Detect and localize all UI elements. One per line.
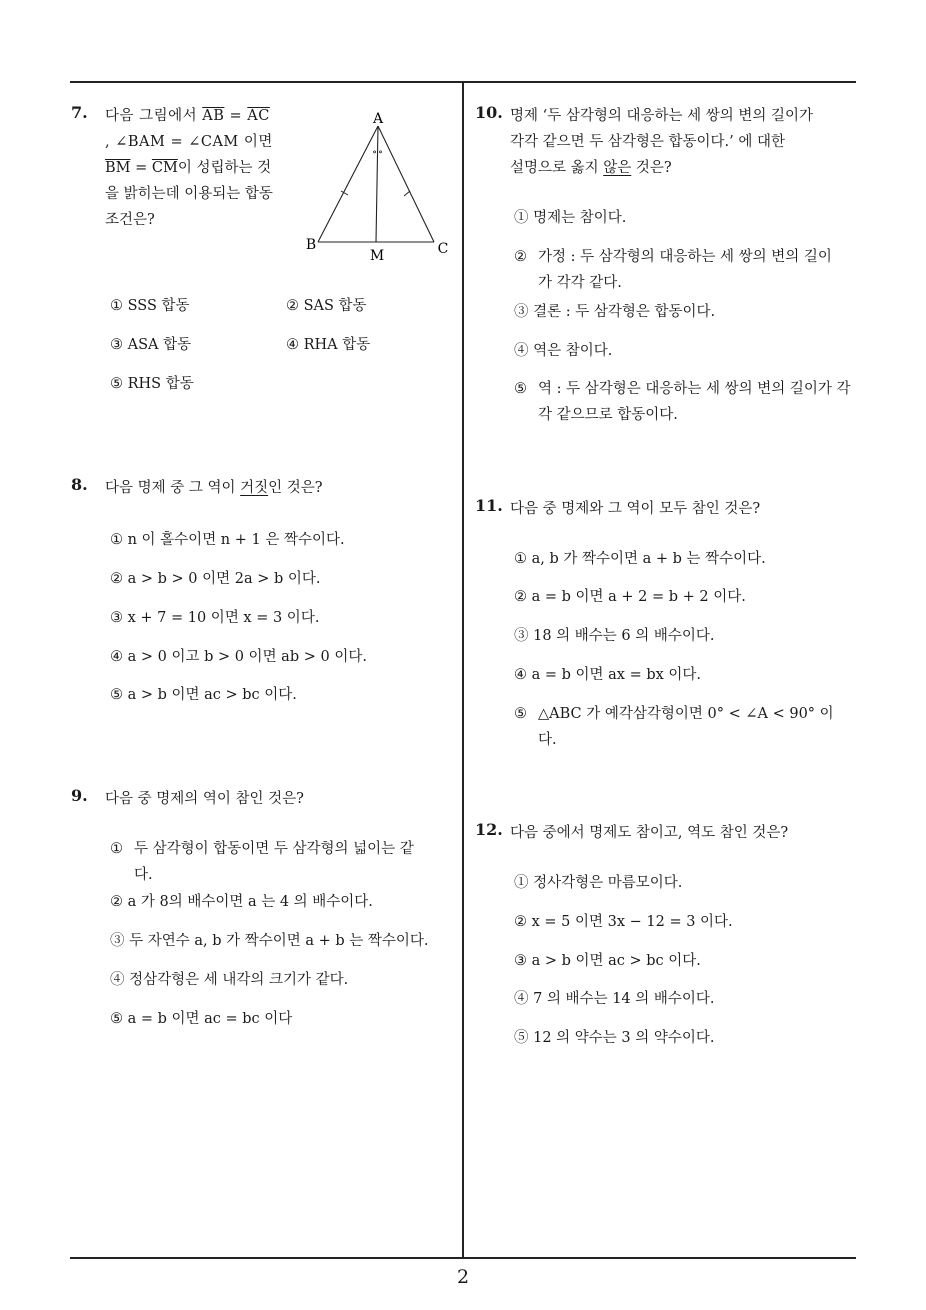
option-marker: ⑤ <box>514 706 527 722</box>
tick-mark-ac <box>404 191 410 196</box>
q11-option-3[interactable]: ③ 18 의 배수는 6 의 배수이다. <box>514 628 715 644</box>
q7-eq1: = <box>224 108 248 124</box>
q9-option-1[interactable] <box>110 836 430 888</box>
q10-line3-pre: 설명으로 옳지 <box>510 160 604 176</box>
vertex-label-c: C <box>437 241 449 257</box>
question-7-text <box>105 103 295 233</box>
q9-option-5[interactable]: ⑤ a = b 이면 ac = bc 이다 <box>110 1011 293 1027</box>
q9-option-3[interactable]: ③ 두 자연수 a, b 가 짝수이면 a + b 는 짝수이다. <box>110 933 429 949</box>
q7-option-5[interactable]: ⑤ RHS 합동 <box>110 376 194 392</box>
triangle-side-ac <box>378 126 434 242</box>
vertex-label-b: B <box>305 237 317 253</box>
q11-option-2[interactable]: ② a = b 이면 a + 2 = b + 2 이다. <box>514 589 746 605</box>
q7-eq2: = <box>130 160 152 176</box>
q10-line3-underlined: 않은 <box>603 160 632 176</box>
vertex-label-m: M <box>369 248 385 264</box>
option-marker: ① <box>110 841 123 857</box>
q8-option-4[interactable]: ④ a > 0 이고 b > 0 이면 ab > 0 이다. <box>110 649 367 665</box>
triangle-side-ab <box>318 126 378 242</box>
segment-ab: $\overline{AB}$ <box>202 108 225 124</box>
column-divider <box>462 82 464 1258</box>
q7-line5: 조건은? <box>105 212 155 228</box>
question-11-text: 다음 중 명제와 그 역이 모두 참인 것은? <box>510 501 761 517</box>
angle-marks: ∘∘ <box>372 147 384 158</box>
q10-line3-post: 것은? <box>631 160 672 176</box>
q10-line2: 각각 같으면 두 삼각형은 합동이다.’ 에 대한 <box>510 134 785 150</box>
q10-option-2[interactable] <box>514 244 844 296</box>
question-7-number: 7. <box>71 103 88 122</box>
q7-line2: , ∠BAM = ∠CAM 이면 <box>105 134 273 150</box>
question-11-number: 11. <box>475 496 503 515</box>
q11-option-5[interactable] <box>514 701 834 753</box>
option-text: 가정 : 두 삼각형의 대응하는 세 쌍의 변의 길이가 각각 같다. <box>538 249 832 291</box>
q10-option-5[interactable] <box>514 376 854 428</box>
option-text: 두 삼각형이 합동이면 두 삼각형의 넓이는 같다. <box>134 841 414 883</box>
bottom-rule <box>70 1257 856 1259</box>
question-8-number: 8. <box>71 475 88 494</box>
q7-option-2[interactable]: ② SAS 합동 <box>286 298 367 314</box>
q8-option-2[interactable]: ② a > b > 0 이면 2a > b 이다. <box>110 571 321 587</box>
question-10-number: 10. <box>475 103 503 122</box>
q10-option-3[interactable]: ③ 결론 : 두 삼각형은 합동이다. <box>514 304 716 320</box>
question-9-text: 다음 중 명제의 역이 참인 것은? <box>105 791 304 807</box>
question-12-number: 12. <box>475 820 503 839</box>
q8-option-1[interactable]: ① n 이 홀수이면 n + 1 은 짝수이다. <box>110 532 345 548</box>
triangle-figure <box>298 104 458 264</box>
option-text: 역 : 두 삼각형은 대응하는 세 쌍의 변의 길이가 각각 같으므로 합동이다. <box>538 381 851 423</box>
q7-option-1[interactable]: ① SSS 합동 <box>110 298 190 314</box>
q12-option-3[interactable]: ③ a > b 이면 ac > bc 이다. <box>514 953 701 969</box>
q11-option-4[interactable]: ④ a = b 이면 ax = bx 이다. <box>514 667 702 683</box>
q7-line3-post: 이 성립하는 것 <box>177 160 272 176</box>
q8-text-pre: 다음 명제 중 그 역이 <box>105 480 241 496</box>
q8-option-5[interactable]: ⑤ a > b 이면 ac > bc 이다. <box>110 687 297 703</box>
q12-option-4[interactable]: ④ 7 의 배수는 14 의 배수이다. <box>514 991 715 1007</box>
q10-option-4[interactable]: ④ 역은 참이다. <box>514 343 613 359</box>
q7-option-4[interactable]: ④ RHA 합동 <box>286 337 371 353</box>
q8-option-3[interactable]: ③ x + 7 = 10 이면 x = 3 이다. <box>110 610 320 626</box>
q12-option-2[interactable]: ② x = 5 이면 3x − 12 = 3 이다. <box>514 914 733 930</box>
question-12-text: 다음 중에서 명제도 참이고, 역도 참인 것은? <box>510 825 789 841</box>
q9-option-2[interactable]: ② a 가 8의 배수이면 a 는 4 의 배수이다. <box>110 894 373 910</box>
q12-option-5[interactable]: ⑤ 12 의 약수는 3 의 약수이다. <box>514 1030 715 1046</box>
q8-text-underlined: 거짓 <box>240 480 269 496</box>
q11-option-1[interactable]: ① a, b 가 짝수이면 a + b 는 짝수이다. <box>514 551 766 567</box>
option-text: △ABC 가 예각삼각형이면 0° < ∠A < 90° 이다. <box>538 706 834 748</box>
segment-cm: $\overline{CM}$ <box>151 160 178 176</box>
vertex-label-a: A <box>372 111 384 127</box>
segment-ac: $\overline{AC}$ <box>247 108 270 124</box>
question-9-number: 9. <box>71 786 88 805</box>
q12-option-1[interactable]: ① 정사각형은 마름모이다. <box>514 875 683 891</box>
triangle-median-am <box>376 126 378 242</box>
q8-text-post: 인 것은? <box>268 480 323 496</box>
q7-option-3[interactable]: ③ ASA 합동 <box>110 337 192 353</box>
q10-line1: 명제 ‘두 삼각형의 대응하는 세 쌍의 변의 길이가 <box>510 108 814 124</box>
option-marker: ② <box>514 249 527 265</box>
segment-bm: $\overline{BM}$ <box>105 160 131 176</box>
question-10-text <box>510 103 850 181</box>
q10-option-1[interactable]: ① 명제는 참이다. <box>514 210 627 226</box>
page-number: 2 <box>456 1266 470 1288</box>
q7-line1-pre: 다음 그림에서 <box>105 108 203 124</box>
option-marker: ⑤ <box>514 381 527 397</box>
q9-option-4[interactable]: ④ 정삼각형은 세 내각의 크기가 같다. <box>110 972 349 988</box>
question-8-text <box>105 475 323 501</box>
q7-line4: 을 밝히는데 이용되는 합동 <box>105 186 273 202</box>
